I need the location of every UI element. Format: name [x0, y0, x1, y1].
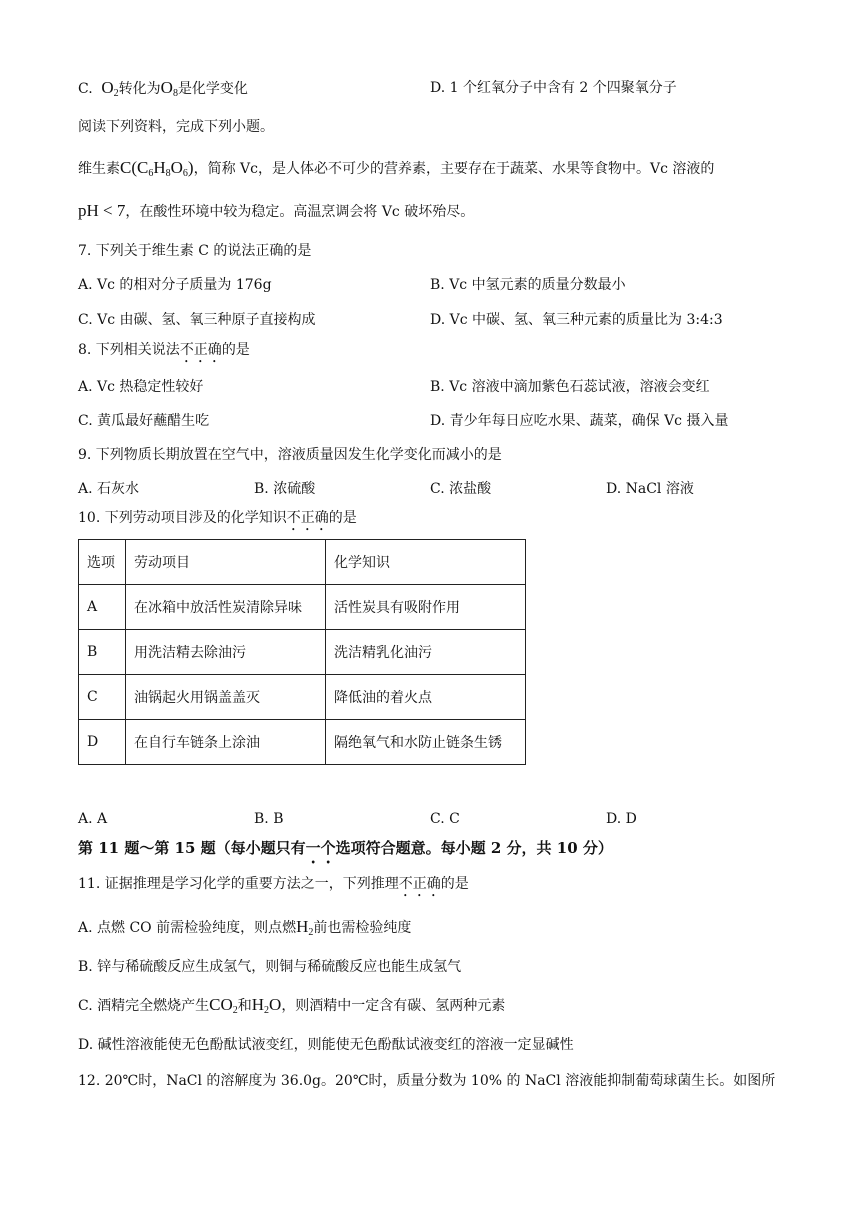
emphasis-not-correct: 不正确	[398, 876, 441, 892]
table-cell: A	[79, 585, 126, 630]
table-cell: 隔绝氧气和水防止链条生锈	[326, 720, 526, 765]
q10-option-b: B. B	[254, 811, 284, 827]
q8-option-b: B. Vc 溶液中滴加紫色石蕊试液，溶液会变红	[430, 379, 710, 395]
formula-co2: $CO_2$	[209, 995, 238, 1016]
q7-option-b: B. Vc 中氢元素的质量分数最小	[430, 277, 626, 293]
q11-stem: 11. 证据推理是学习化学的重要方法之一，下列推理不正确的是	[78, 876, 469, 892]
q9-option-b: B. 浓硫酸	[254, 481, 316, 497]
q12-stem: 12. 20℃时，NaCl 的溶解度为 36.0g。20℃时，质量分数为 10% 的 NaCl 溶液能抑制葡萄球菌生长。如图所	[78, 1073, 776, 1089]
table-cell: C	[79, 675, 126, 720]
table-row	[79, 630, 526, 675]
q10-option-c: C. C	[430, 811, 460, 827]
q10-option-a: A. A	[78, 811, 108, 827]
reading-line-1: 维生素$C(C_6H_8O_6)$，简称 Vc，是人体必不可少的营养素，主要存在于蔬菜、水果等食物中。Vc 溶液的	[78, 158, 715, 179]
formula-o8: $O_8$	[160, 78, 178, 99]
table-cell: 在自行车链条上涂油	[126, 720, 326, 765]
table-header-cell: 劳动项目	[126, 540, 326, 585]
table-cell: 洗洁精乳化油污	[326, 630, 526, 675]
table-row	[79, 675, 526, 720]
q8-option-c: C. 黄瓜最好蘸醋生吃	[78, 413, 210, 429]
q8-option-d: D. 青少年每日应吃水果、蔬菜，确保 Vc 摄入量	[430, 413, 729, 429]
table-cell: 油锅起火用锅盖盖灭	[126, 675, 326, 720]
q11-option-c: C. 酒精完全燃烧产生$CO_2$和$H_2O$，则酒精中一定含有碳、氢两种元素	[78, 995, 506, 1016]
table-row	[79, 585, 526, 630]
q10-option-d: D. D	[606, 811, 637, 827]
formula-h2o: $H_2O$	[251, 995, 282, 1016]
formula-o2: $O_2$	[101, 78, 119, 99]
table-cell: 在冰箱中放活性炭清除异味	[126, 585, 326, 630]
q7-option-c: C. Vc 由碳、氢、氧三种原子直接构成	[78, 312, 316, 328]
reading-line-2: pH < 7，在酸性环境中较为稳定。高温烹调会将 Vc 破坏殆尽。	[78, 201, 475, 220]
formula-h2: $H_2$	[296, 917, 314, 938]
q8-stem: 8. 下列相关说法不正确的是	[78, 342, 250, 358]
formula-vitamin-c: $C(C_6H_8O_6)$	[120, 158, 194, 179]
q9-option-c: C. 浓盐酸	[430, 481, 492, 497]
table-cell: 活性炭具有吸附作用	[326, 585, 526, 630]
table-row	[79, 720, 526, 765]
q11-option-a: A. 点燃 CO 前需检验纯度，则点燃$H_2$前也需检验纯度	[78, 917, 412, 938]
emphasis-not-correct: 不正确	[286, 510, 329, 526]
emphasis-one: 一个	[305, 839, 336, 857]
section-heading: 第 11 题～第 15 题（每小题只有一个选项符合题意。每小题 2 分，共 10 分）	[78, 839, 613, 857]
q9-option-a: A. 石灰水	[78, 481, 140, 497]
q9-option-d: D. NaCl 溶液	[606, 481, 694, 497]
q8-option-a: A. Vc 热稳定性较好	[78, 379, 204, 395]
q9-stem: 9. 下列物质长期放置在空气中，溶液质量因发生化学变化而减小的是	[78, 447, 502, 463]
q6-option-c: C. $O_2$转化为$O_8$是化学变化	[78, 78, 248, 99]
q6-option-d: D. 1 个红氧分子中含有 2 个四聚氧分子	[430, 80, 677, 96]
q11-option-b: B. 锌与稀硫酸反应生成氢气，则铜与稀硫酸反应也能生成氢气	[78, 959, 462, 975]
emphasis-not-correct: 不正确	[179, 342, 222, 358]
table-cell: B	[79, 630, 126, 675]
table-cell: D	[79, 720, 126, 765]
reading-intro: 阅读下列资料，完成下列小题。	[78, 119, 274, 135]
table-cell: 降低油的着火点	[326, 675, 526, 720]
table-cell: 用洗洁精去除油污	[126, 630, 326, 675]
labor-knowledge-table	[78, 539, 526, 765]
q7-stem: 7. 下列关于维生素 C 的说法正确的是	[78, 243, 312, 259]
table-header-cell: 化学知识	[326, 540, 526, 585]
q7-option-a: A. Vc 的相对分子质量为 176g	[78, 277, 272, 293]
q11-option-d: D. 碱性溶液能使无色酚酞试液变红，则能使无色酚酞试液变红的溶液一定显碱性	[78, 1037, 574, 1053]
table-header-row	[79, 540, 526, 585]
q7-option-d: D. Vc 中碳、氢、氧三种元素的质量比为 3:4:3	[430, 312, 723, 328]
table-header-cell: 选项	[79, 540, 126, 585]
q10-stem: 10. 下列劳动项目涉及的化学知识不正确的是	[78, 510, 357, 526]
